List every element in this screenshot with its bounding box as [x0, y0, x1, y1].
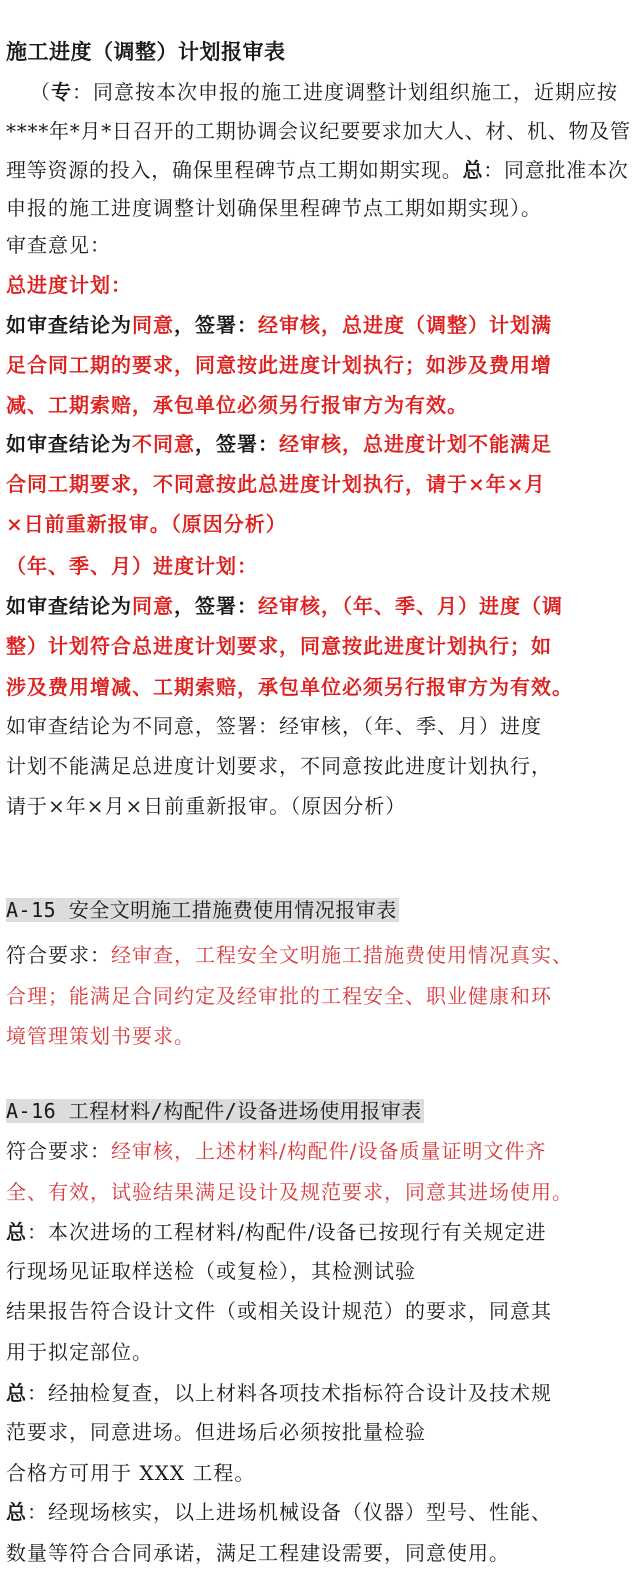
red-text-segment: 总进度计划：: [6, 273, 132, 297]
text-segment: ：本次进场的工程材料/构配件/设备已按现行有关规定进: [27, 1220, 547, 1244]
text-line: [6, 1218, 546, 1246]
text-segment: 请于×年×月×日前重新报审。（原因分析）: [6, 794, 407, 818]
text-segment: 总: [6, 1220, 27, 1244]
text-line: [6, 311, 552, 339]
text-line: [6, 1297, 552, 1325]
text-segment: 如审查结论为: [6, 432, 132, 456]
text-line: [6, 1338, 153, 1366]
text-line: [6, 231, 111, 259]
red-text-segment: 经审核，总进度计划不能满足: [279, 432, 552, 456]
text-segment: 范要求，同意进场。但进场后必须按批量检验: [6, 1420, 426, 1444]
text-segment: 申报的施工进度调整计划确保里程碑节点工期如期实现）。: [6, 196, 542, 220]
red-text-segment: 合同工期要求，不同意按此总进度计划执行，请于×年×月: [6, 472, 546, 496]
text-segment: 总: [6, 1500, 27, 1524]
red-text-segment: 经审核，（年、季、月）进度（调: [258, 594, 563, 618]
text-segment: A-16 工程材料/构配件/设备进场使用报审表: [6, 1099, 422, 1123]
text-line: [6, 351, 552, 379]
text-line: [6, 1498, 552, 1526]
text-segment: 总: [462, 158, 484, 182]
red-text-segment: 减、工期索赔，承包单位必须另行报审方为有效。: [6, 393, 468, 417]
text-line: [6, 712, 542, 740]
text-line: [6, 510, 287, 538]
section-header-highlight: [6, 1099, 424, 1123]
text-line: [6, 117, 631, 145]
text-line: [30, 78, 618, 106]
text-line: [6, 1539, 510, 1567]
red-text-segment: 同意: [132, 594, 174, 618]
text-segment: 施工进度（调整）计划报审表: [6, 39, 286, 64]
text-line: [6, 391, 468, 419]
text-line: [6, 792, 406, 820]
text-segment: ：经现场核实，以上进场机械设备（仪器）型号、性能、: [27, 1500, 552, 1524]
text-line: [6, 752, 552, 780]
document-title: [6, 38, 286, 66]
red-text-segment: ×日前重新报审。（原因分析）: [6, 512, 287, 536]
red-text-segment: 经审核，总进度（调整）计划满: [258, 313, 552, 337]
section-header: [6, 1097, 424, 1125]
text-line: [6, 1257, 416, 1285]
text-line: [6, 673, 573, 701]
text-segment: ：经抽检复查，以上材料各项技术指标符合设计及技术规: [27, 1381, 552, 1405]
red-text-segment: 涉及费用增减、工期索赔，承包单位必须另行报审方为有效。: [6, 675, 573, 699]
red-text-segment: 经审查，工程安全文明施工措施费使用情况真实、: [111, 943, 573, 967]
text-segment: ，签署：: [195, 432, 279, 456]
red-text-segment: 全、有效，试验结果满足设计及规范要求，同意其进场使用。: [6, 1180, 573, 1204]
text-line: [6, 271, 132, 299]
text-segment: ，签署：: [174, 313, 258, 337]
text-line: [6, 632, 552, 660]
red-text-segment: 经审核，上述材料/构配件/设备质量证明文件齐: [111, 1139, 547, 1163]
text-segment: 如审查结论为: [6, 313, 132, 337]
text-segment: 如审查结论为不同意，签署：经审核，（年、季、月）进度: [6, 714, 542, 738]
red-text-segment: （年、季、月）进度计划：: [6, 554, 258, 578]
text-segment: 符合要求：: [6, 1139, 111, 1163]
red-text-segment: 境管理策划书要求。: [6, 1024, 195, 1048]
text-segment: 行现场见证取样送检（或复检），其检测试验: [6, 1259, 416, 1283]
text-line: [6, 552, 258, 580]
text-segment: ，签署：: [174, 594, 258, 618]
text-segment: 结果报告符合设计文件（或相关设计规范）的要求，同意其: [6, 1299, 552, 1323]
text-segment: 总: [6, 1381, 27, 1405]
red-text-segment: 足合同工期的要求，同意按此进度计划执行；如涉及费用增: [6, 353, 552, 377]
text-segment: 数量等符合合同承诺，满足工程建设需要，同意使用。: [6, 1541, 510, 1565]
text-segment: 专: [51, 80, 72, 104]
text-line: [6, 194, 542, 222]
text-line: [6, 156, 629, 184]
text-segment: 符合要求：: [6, 943, 111, 967]
text-line: [6, 1022, 195, 1050]
text-line: [6, 941, 573, 969]
text-line: [6, 982, 552, 1010]
text-line: [6, 1137, 546, 1165]
red-text-segment: 合理；能满足合同约定及经审批的工程安全、职业健康和环: [6, 984, 552, 1008]
text-segment: 如审查结论为: [6, 594, 132, 618]
text-line: [6, 592, 563, 620]
text-segment: 用于拟定部位。: [6, 1340, 153, 1364]
text-line: [6, 430, 552, 458]
text-segment: A-15 安全文明施工措施费使用情况报审表: [6, 898, 397, 922]
red-text-segment: 同意: [132, 313, 174, 337]
red-text-segment: 不同意: [132, 432, 195, 456]
text-segment: ：同意批准本次: [483, 158, 629, 182]
section-header: [6, 896, 399, 924]
text-segment: （: [30, 80, 51, 104]
text-segment: ：同意按本次申报的施工进度调整计划组织施工，近期应按: [72, 80, 618, 104]
text-segment: 审查意见：: [6, 233, 111, 257]
text-segment: 计划不能满足总进度计划要求，不同意按此进度计划执行，: [6, 754, 552, 778]
text-segment: ****年*月*日召开的工期协调会议纪要要求加大人、材、机、物及管: [6, 119, 631, 143]
text-line: [6, 1379, 552, 1407]
text-line: [6, 470, 546, 498]
section-header-highlight: [6, 898, 399, 922]
text-line: [6, 1178, 573, 1206]
text-line: [6, 1418, 426, 1446]
red-text-segment: 整）计划符合总进度计划要求，同意按此进度计划执行；如: [6, 634, 552, 658]
text-line: [6, 1459, 255, 1487]
text-segment: 理等资源的投入，确保里程碑节点工期如期实现。: [6, 158, 463, 182]
text-segment: 合格方可用于 XXX 工程。: [6, 1461, 256, 1485]
